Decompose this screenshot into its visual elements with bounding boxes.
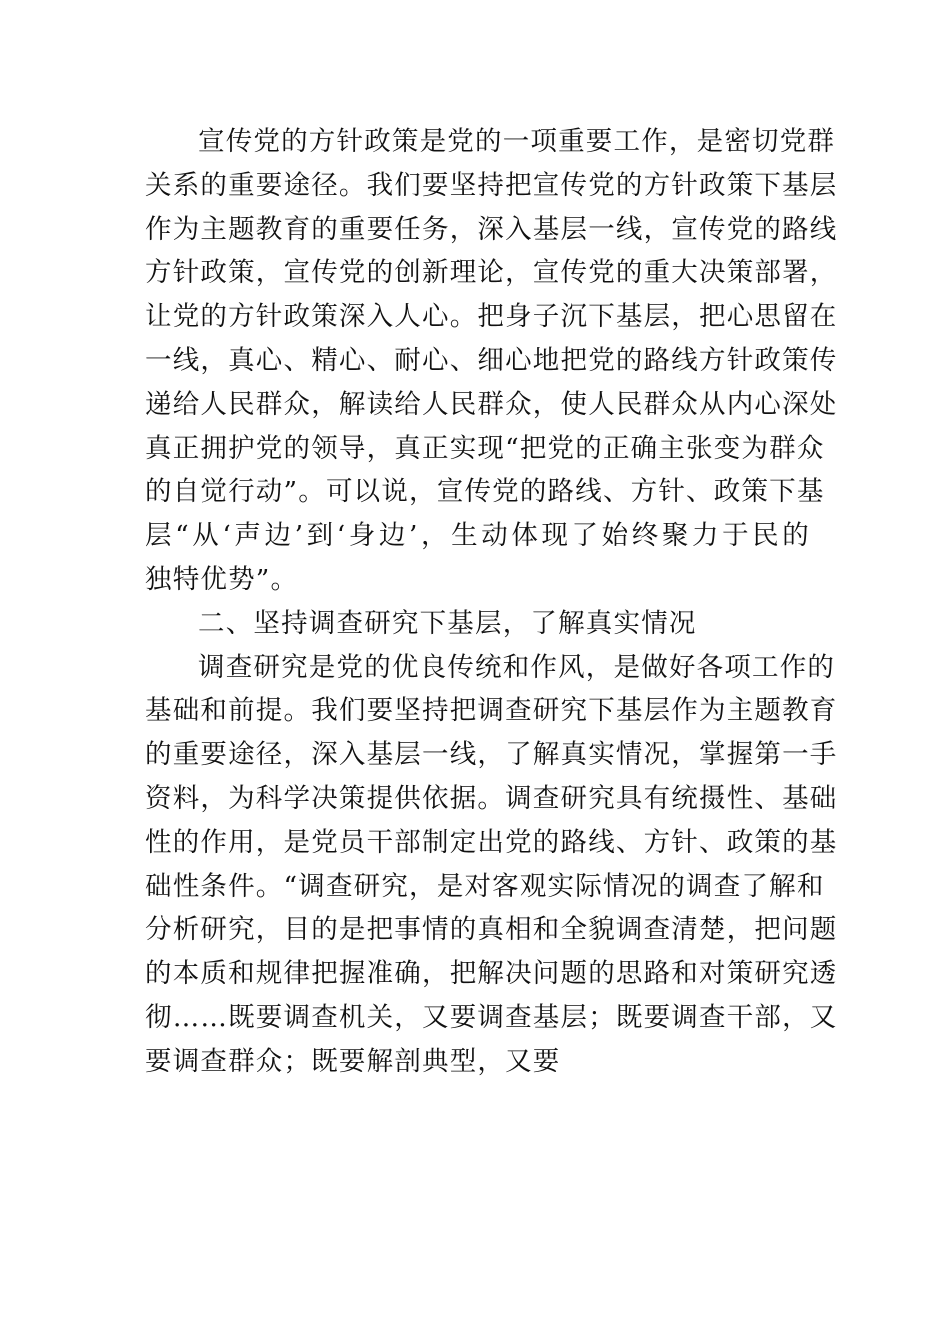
paragraph-line: 础性条件。“调查研究，是对客观实际情况的调查了解和 <box>145 870 825 902</box>
paragraph-line: 要调查群众；既要解剖典型，又要 <box>145 1045 561 1077</box>
paragraph-line: 关系的重要途径。我们要坚持把宣传党的方针政策下基层 <box>145 169 838 201</box>
section-heading: 二、坚持调查研究下基层，了解真实情况 <box>198 607 697 639</box>
paragraph-line: 的自觉行动”。可以说，宣传党的路线、方针、政策下基 <box>145 476 825 508</box>
paragraph-line: 递给人民群众，解读给人民群众，使人民群众从内心深处 <box>145 388 838 420</box>
paragraph-line: 作为主题教育的重要任务，深入基层一线，宣传党的路线 <box>145 213 838 245</box>
paragraph-line: 宣传党的方针政策是党的一项重要工作，是密切党群 <box>198 126 836 157</box>
document-body <box>145 120 838 1084</box>
paragraph-line: 资料，为科学决策提供依据。调查研究具有统摄性、基础 <box>145 782 838 814</box>
paragraph-line: 独特优势”。 <box>145 563 299 595</box>
paragraph-line: 层“从‘声边’到‘身边’，生动体现了始终聚力于民的 <box>145 520 810 552</box>
paragraph-line: 让党的方针政策深入人心。把身子沉下基层，把心思留在 <box>145 301 838 333</box>
paragraph-2 <box>145 646 838 1084</box>
paragraph-line: 分析研究，目的是把事情的真相和全貌调查清楚，把问题 <box>145 914 838 946</box>
paragraph-line: 彻……既要调查机关，又要调查基层；既要调查干部，又 <box>145 1001 838 1033</box>
paragraph-line: 的重要途径，深入基层一线，了解真实情况，掌握第一手 <box>145 739 838 771</box>
paragraph-line: 调查研究是党的优良传统和作风，是做好各项工作的 <box>198 651 836 683</box>
paragraph-1 <box>145 120 838 602</box>
paragraph-line: 的本质和规律把握准确，把解决问题的思路和对策研究透 <box>145 958 838 990</box>
paragraph-line: 真正拥护党的领导，真正实现“把党的正确主张变为群众 <box>145 432 825 464</box>
paragraph-line: 基础和前提。我们要坚持把调查研究下基层作为主题教育 <box>145 695 838 727</box>
paragraph-line: 性的作用，是党员干部制定出党的路线、方针、政策的基 <box>145 826 838 858</box>
paragraph-line: 一线，真心、精心、耐心、细心地把党的路线方针政策传 <box>145 344 838 376</box>
paragraph-line: 方针政策，宣传党的创新理论，宣传党的重大决策部署， <box>145 257 838 289</box>
